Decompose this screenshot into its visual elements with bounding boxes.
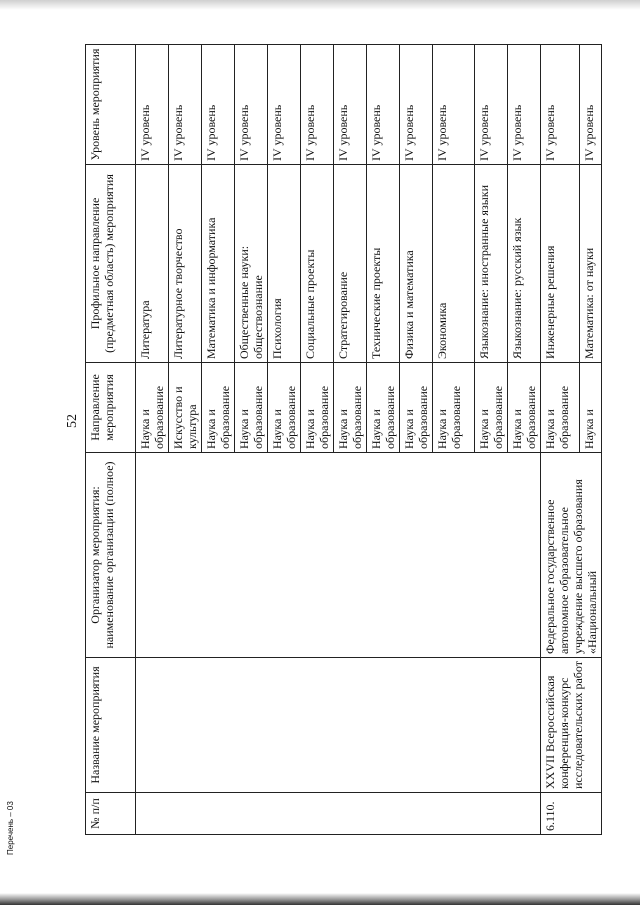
cell-direction: Наука и образование	[475, 363, 508, 453]
cell-direction: Наука и образование	[136, 363, 169, 453]
cell-profile: Экономика	[433, 165, 475, 363]
cell-profile: Математика и информатика	[202, 165, 235, 363]
cell-level: IV уровень	[235, 45, 268, 165]
cell-profile: Языкознание: иностранные языки	[475, 165, 508, 363]
cell-level: IV уровень	[433, 45, 475, 165]
cell-direction: Наука и образование	[268, 363, 301, 453]
cell-level: IV уровень	[367, 45, 400, 165]
cell-level: IV уровень	[541, 45, 580, 165]
cell-level: IV уровень	[579, 45, 601, 165]
table-row	[541, 45, 580, 835]
header-level: Уровень мероприятия	[86, 45, 136, 165]
cell-level: IV уровень	[136, 45, 169, 165]
cell-profile: Языкознание: русский язык	[508, 165, 541, 363]
cell-profile: Литература	[136, 165, 169, 363]
header-organizer: Организатор мероприятия: наименование организации (полное)	[86, 453, 136, 658]
cell-organizer: Федеральное государственное автономное образовательное учреждение высшего образования «Национальный	[541, 453, 602, 658]
cell-direction: Наука и образование	[400, 363, 433, 453]
cell-profile: Технические проекты	[367, 165, 400, 363]
cell-profile: Инженерные решения	[541, 165, 580, 363]
scan-shadow-bottom	[0, 893, 640, 905]
cell-direction: Наука и	[579, 363, 601, 453]
cell-direction: Наука и образование	[202, 363, 235, 453]
header-row	[86, 45, 136, 835]
header-name: Название мероприятия	[86, 658, 136, 793]
header-direction: Направление мероприятия	[86, 363, 136, 453]
cell-num-empty	[136, 793, 541, 835]
cell-level: IV уровень	[508, 45, 541, 165]
cell-level: IV уровень	[400, 45, 433, 165]
cell-profile: Литературное творчество	[169, 165, 202, 363]
cell-profile: Стратегирование	[334, 165, 367, 363]
cell-direction: Наука и образование	[433, 363, 475, 453]
cell-profile: Физика и математика	[400, 165, 433, 363]
header-profile: Профильное направление (предметная область) мероприятия	[86, 165, 136, 363]
cell-num: 6.110.	[541, 793, 602, 835]
cell-profile: Общественные науки: обществознание	[235, 165, 268, 363]
cell-level: IV уровень	[268, 45, 301, 165]
cell-name-empty	[136, 658, 541, 793]
scan-shadow-top	[0, 0, 640, 10]
cell-organizer-empty	[136, 453, 541, 658]
rotated-table-wrapper	[85, 45, 599, 835]
cell-level: IV уровень	[202, 45, 235, 165]
cell-event-name: XXVII Всероссийская конференция-конкурс исследовательских работ	[541, 658, 602, 793]
cell-direction: Наука и образование	[541, 363, 580, 453]
cell-direction: Наука и образование	[508, 363, 541, 453]
footer-note: Перечень – 03	[6, 801, 15, 855]
cell-direction: Наука и образование	[301, 363, 334, 453]
cell-level: IV уровень	[334, 45, 367, 165]
cell-profile: Психология	[268, 165, 301, 363]
cell-direction: Наука и образование	[334, 363, 367, 453]
cell-direction: Наука и образование	[235, 363, 268, 453]
page-number: 52	[65, 414, 80, 428]
events-table	[85, 44, 602, 835]
cell-profile: Математика: от науки	[579, 165, 601, 363]
cell-direction: Искусство и культура	[169, 363, 202, 453]
cell-direction: Наука и образование	[367, 363, 400, 453]
table-row	[136, 45, 169, 835]
cell-profile: Социальные проекты	[301, 165, 334, 363]
header-num: № п/п	[86, 793, 136, 835]
cell-level: IV уровень	[169, 45, 202, 165]
cell-level: IV уровень	[475, 45, 508, 165]
cell-level: IV уровень	[301, 45, 334, 165]
